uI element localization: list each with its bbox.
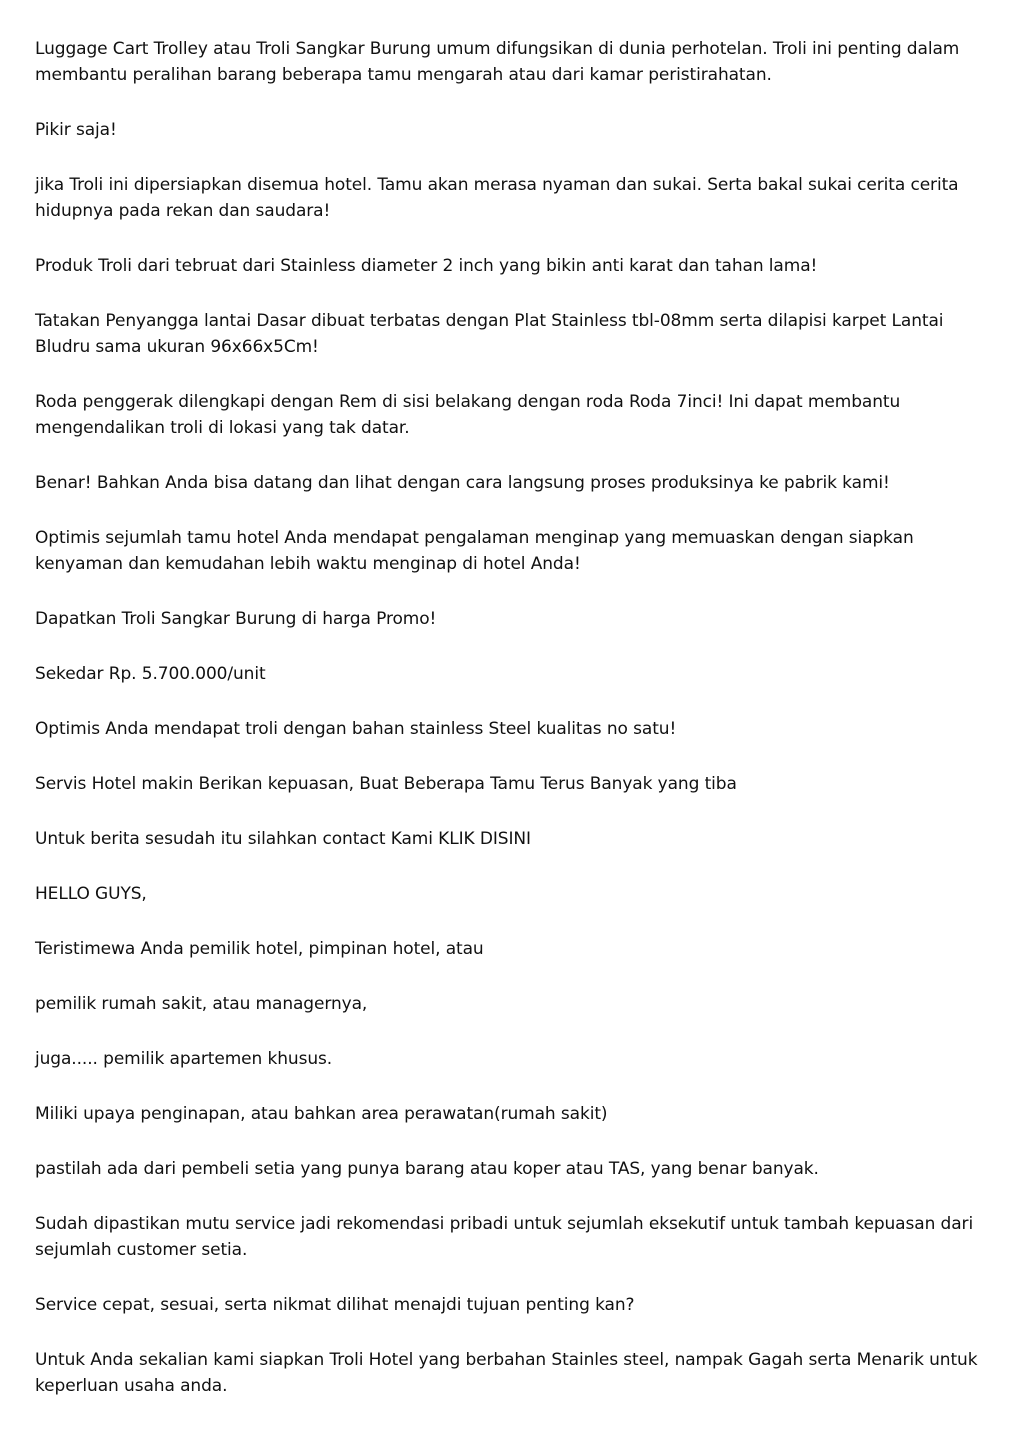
- paragraph-troli-hotel: jika Troli ini dipersiapkan disemua hotel. Tamu akan merasa nyaman dan sukai. Serta bakal sukai cerita cerita hidupnya pada rekan dan saudara!: [35, 175, 959, 221]
- paragraph-produk: Produk Troli dari tebruat dari Stainless diameter 2 inch yang bikin anti karat dan tahan lama!: [35, 256, 818, 276]
- paragraph-penginapan: Miliki upaya penginapan, atau bahkan area perawatan(rumah sakit): [35, 1104, 608, 1124]
- paragraph-pemilik-hotel: Teristimewa Anda pemilik hotel, pimpinan hotel, atau: [35, 939, 484, 959]
- paragraph-price: Sekedar Rp. 5.700.000/unit: [35, 664, 266, 684]
- paragraph-service-cepat: Service cepat, sesuai, serta nikmat dilihat menajdi tujuan penting kan?: [35, 1295, 635, 1315]
- paragraph-pikir-saja: Pikir saja!: [35, 120, 117, 140]
- paragraph-roda: Roda penggerak dilengkapi dengan Rem di sisi belakang dengan roda Roda 7inci! Ini dapat membantu mengendalikan troli di lokasi yang tak datar.: [35, 392, 901, 438]
- paragraph-hello: HELLO GUYS,: [35, 884, 147, 904]
- paragraph-tatakan: Tatakan Penyangga lantai Dasar dibuat terbatas dengan Plat Stainless tbl-08mm serta dilapisi karpet Lantai Bludru sama ukuran 96x66x5Cm!: [35, 311, 944, 357]
- paragraph-apartemen: juga..... pemilik apartemen khusus.: [35, 1049, 333, 1069]
- paragraph-pabrik: Benar! Bahkan Anda bisa datang dan lihat dengan cara langsung proses produksinya ke pabrik kami!: [35, 473, 890, 493]
- paragraph-optimis-tamu: Optimis sejumlah tamu hotel Anda mendapat pengalaman menginap yang memuaskan dengan siapkan kenyaman dan kemudahan lebih waktu menginap di hotel Anda!: [35, 528, 914, 574]
- paragraph-mutu: Sudah dipastikan mutu service jadi rekomendasi pribadi untuk sejumlah eksekutif untuk tambah kepuasan dari sejumlah customer setia.: [35, 1214, 974, 1260]
- paragraph-promo: Dapatkan Troli Sangkar Burung di harga Promo!: [35, 609, 437, 629]
- paragraph-intro: Luggage Cart Trolley atau Troli Sangkar Burung umum difungsikan di dunia perhotelan. Troli ini penting dalam membantu peralihan barang beberapa tamu mengarah atau dari kamar peristirahatan.: [35, 39, 960, 85]
- document-body: [35, 36, 995, 1428]
- paragraph-servis: Servis Hotel makin Berikan kepuasan, Buat Beberapa Tamu Terus Banyak yang tiba: [35, 774, 737, 794]
- paragraph-rumah-sakit: pemilik rumah sakit, atau managernya,: [35, 994, 368, 1014]
- paragraph-kualitas: Optimis Anda mendapat troli dengan bahan stainless Steel kualitas no satu!: [35, 719, 677, 739]
- paragraph-closing: Untuk Anda sekalian kami siapkan Troli Hotel yang berbahan Stainles steel, nampak Gagah serta Menarik untuk keperluan usaha anda.: [35, 1350, 978, 1396]
- paragraph-contact: Untuk berita sesudah itu silahkan contact Kami KLIK DISINI: [35, 829, 531, 849]
- paragraph-pembeli: pastilah ada dari pembeli setia yang punya barang atau koper atau TAS, yang benar banyak.: [35, 1159, 819, 1179]
